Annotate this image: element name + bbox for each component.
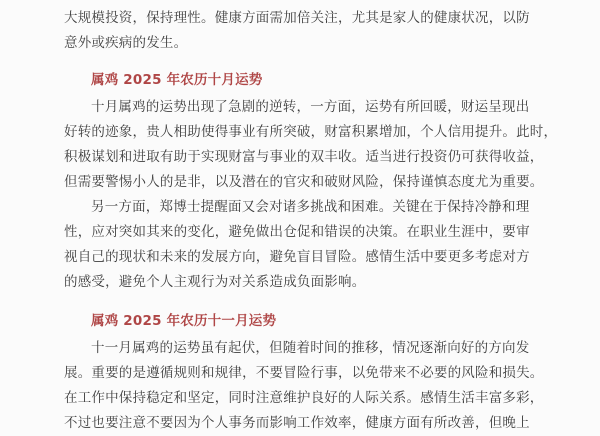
section-october bbox=[64, 68, 558, 295]
intro-paragraph-tail bbox=[64, 6, 542, 56]
section-heading-november: 属鸡 2025 年农历十一月运势 bbox=[91, 313, 277, 329]
october-paragraph-2 bbox=[64, 195, 542, 295]
text-line: 十月属鸡的运势出现了急剧的逆转，一方面，运势有所回暖，财运呈现出 bbox=[91, 99, 530, 115]
text-line: 十一月属鸡的运势虽有起伏，但随着时间的推移，情况逐渐向好的方向发 bbox=[91, 340, 530, 356]
october-paragraph-1 bbox=[64, 95, 558, 195]
text-line: 视自己的现状和未来的发展方向，避免盲目冒险。感情生活中要更多考虑对方 bbox=[64, 249, 530, 265]
november-paragraph-1 bbox=[64, 336, 542, 436]
section-november bbox=[64, 309, 542, 436]
text-line: 意外或疾病的发生。 bbox=[64, 35, 188, 51]
text-line: 但需要警惕小人的是非，以及潜在的官灾和破财风险，保持谨慎态度尤为重要。 bbox=[64, 174, 544, 190]
text-line: 在工作中保持稳定和坚定，同时注意维护良好的人际关系。感情生活丰富多彩， bbox=[64, 390, 544, 406]
text-line: 不过也要注意不要因为个人事务而影响工作效率，健康方面有所改善，但晚上 bbox=[64, 415, 530, 431]
text-line: 好转的迹象，贵人相助使得事业有所突破，财富积累增加，个人信用提升。此时， bbox=[64, 124, 558, 140]
section-heading-october: 属鸡 2025 年农历十月运势 bbox=[91, 72, 263, 88]
text-line: 性，应对突如其来的变化，避免做出仓促和错误的决策。在职业生涯中，要审 bbox=[64, 224, 530, 240]
text-line: 另一方面，郑博士提醒面又会对诸多挑战和困难。关键在于保持冷静和理 bbox=[91, 199, 530, 215]
text-line: 的感受，避免个人主观行为对关系造成负面影响。 bbox=[64, 274, 366, 290]
text-line: 积极谋划和进取有助于实现财富与事业的双丰收。适当进行投资仍可获得收益， bbox=[64, 149, 544, 165]
text-line: 展。重要的是遵循规则和规律，不要冒险行事，以免带来不必要的风险和损失。 bbox=[64, 365, 544, 381]
text-line: 大规模投资，保持理性。健康方面需加倍关注，尤其是家人的健康状况，以防 bbox=[64, 10, 530, 26]
